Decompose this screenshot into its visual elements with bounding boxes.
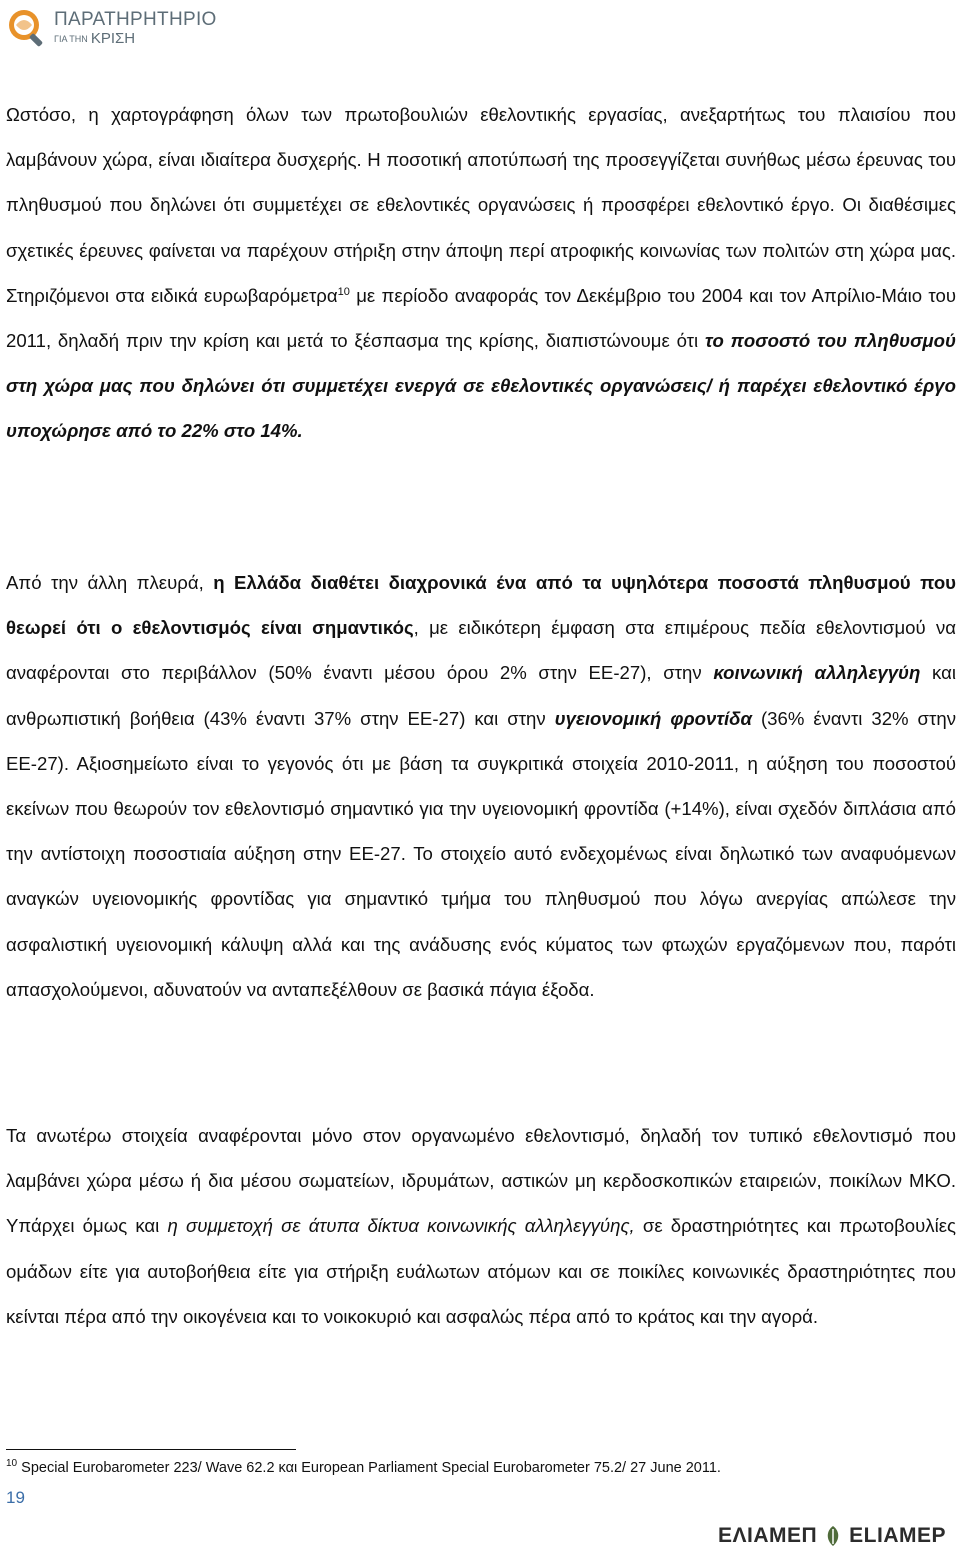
paragraph-1-text-b: με περίοδο αναφοράς τον Δεκέμβριο του 2004 και τον Απρίλιο-Μάιο του 2011, δηλαδή πριν την κρίση και μετά το ξέσπασμα της κρίσης, διαπιστώνουμε ότι (6, 284, 956, 352)
footnote-text: Special Eurobarometer 223/ Wave 62.2 και European Parliament Special Eurobarometer 75.2/ 27 June 2011. (17, 1460, 721, 1476)
paragraph-1-text-a: Ωστόσο, η χαρτογράφηση όλων των πρωτοβουλιών εθελοντικής εργασίας, ανεξαρτήτως του πλαισίου που λαμβάνουν χώρα, είναι ιδιαίτερα δυσχερής. Η ποσοτική αποτύπωσή της προσεγγίζεται συνήθως μέσω έρευνας του πληθυσμού που δηλώνει ότι συμμετέχει σε εθελοντικές οργανώσεις ή προσφέρει εθελοντικό έργο. Οι διαθέσιμες σχετικές έρευνες φαίνεται να παρέχουν στήριξη στην άποψη περί ατροφικής κοινωνίας των πολιτών στη χώρα μας. Στηριζόμενοι στα ειδικά ευρωβαρόμετρα (6, 104, 956, 306)
paragraph-1 (6, 92, 956, 454)
observatory-logo (6, 6, 217, 50)
magnifier-globe-icon (6, 7, 48, 49)
paragraph-3-italic: η συμμετοχή σε άτυπα δίκτυα κοινωνικής αλληλεγγύης, (167, 1215, 635, 1237)
logo-subtitle-small: ΓΙΑ ΤΗΝ (54, 33, 88, 44)
paragraph-2-text-c: και ανθρωπιστική βοήθεια (43% έναντι 37% στην ΕΕ-27) και στην (6, 662, 956, 729)
paragraph-1-emphasis: το ποσοστό του πληθυσμού στη χώρα μας που δηλώνει ότι συμμετέχει ενεργά σε εθελοντικές οργανώσεις/ ή παρέχει εθελοντικό έργο υποχώρησε από το 22% στο 14%. (6, 330, 956, 442)
footnote (6, 1458, 721, 1478)
paragraph-3 (6, 1113, 956, 1339)
paragraph-2-text-b: , με ειδικότερη έμφαση στα επιμέρους πεδία εθελοντισμού να αναφέρονται στο περιβάλλον (50% έναντι μέσου όρου 2% στην ΕΕ-27), στην (6, 617, 957, 684)
eliamep-logo (718, 1524, 946, 1548)
footnote-ref: 10 (337, 285, 350, 298)
eliamep-leaf-icon (823, 1525, 843, 1547)
paragraph-2-text-a: Από την άλλη πλευρά, (6, 572, 214, 593)
paragraph-2 (6, 560, 956, 1012)
footnote-number: 10 (6, 1458, 18, 1470)
logo-title: ΠΑΡΑΤΗΡΗΤΗΡΙΟ (54, 9, 217, 30)
paragraph-2-bold: η Ελλάδα διαθέτει διαχρονικά ένα από τα υψηλότερα ποσοστά πληθυσμού που θεωρεί ότι ο εθελοντισμός είναι σημαντικός (6, 572, 956, 639)
eliamep-logo-greek: ΕΛΙΑΜΕΠ (717, 1524, 818, 1547)
footnote-divider (6, 1449, 296, 1450)
paragraph-2-emphasis-health: υγειονομική φροντίδα (554, 707, 753, 729)
eliamep-logo-latin: ELIAMEP (849, 1524, 946, 1547)
paragraph-2-emphasis-solidarity: κοινωνική αλληλεγγύη (713, 662, 921, 684)
page-number: 19 (6, 1488, 25, 1507)
paragraph-3-text-b: σε δραστηριότητες και πρωτοβουλίες ομάδων είτε για αυτοβοήθεια είτε για στήριξη ευάλωτων ατόμων και σε ποικίλες κοινωνικές δραστηριότητες που κείνται πέρα από την οικογένεια και το νοικοκυριό και ασφαλώς πέρα από το κράτος και την αγορά. (6, 1215, 956, 1327)
paragraph-3-text-a: Τα ανωτέρω στοιχεία αναφέρονται μόνο στον οργανωμένο εθελοντισμό, δηλαδή τον τυπικό εθελοντισμό που λαμβάνει χώρα μέσω ή δια μέσου σωματείων, ιδρυμάτων, αστικών μη κερδοσκοπικών εταιρειών, ποικίλων ΜΚΟ. Υπάρχει όμως και (6, 1125, 956, 1237)
logo-subtitle: ΚΡΙΣΗ (90, 30, 136, 47)
paragraph-2-text-d: (36% έναντι 32% στην ΕΕ-27). Αξιοσημείωτο είναι το γεγονός ότι με βάση τα συγκριτικά στοιχεία 2010-2011, η αύξηση του ποσοστού εκείνων που θεωρούν τον εθελοντισμό σημαντικό για την υγειονομική φροντίδα (+14%), είναι σχεδόν διπλάσια από την αντίστοιχη ποσοστιαία αύξηση στην ΕΕ-27. Το στοιχείο αυτό ενδεχομένως είναι δηλωτικό των αναφυόμενων αναγκών υγειονομικής φροντίδας για σημαντικό τμήμα του πληθυσμού που λόγω ανεργίας απώλεσε την ασφαλιστική υγειονομική κάλυψη αλλά και της ανάδυσης ενός κύματος των φτωχών εργαζόμενων που, παρότι απασχολούμενοι, αδυνατούν να ανταπεξέλθουν σε βασικά πάγια έξοδα. (6, 707, 956, 1000)
